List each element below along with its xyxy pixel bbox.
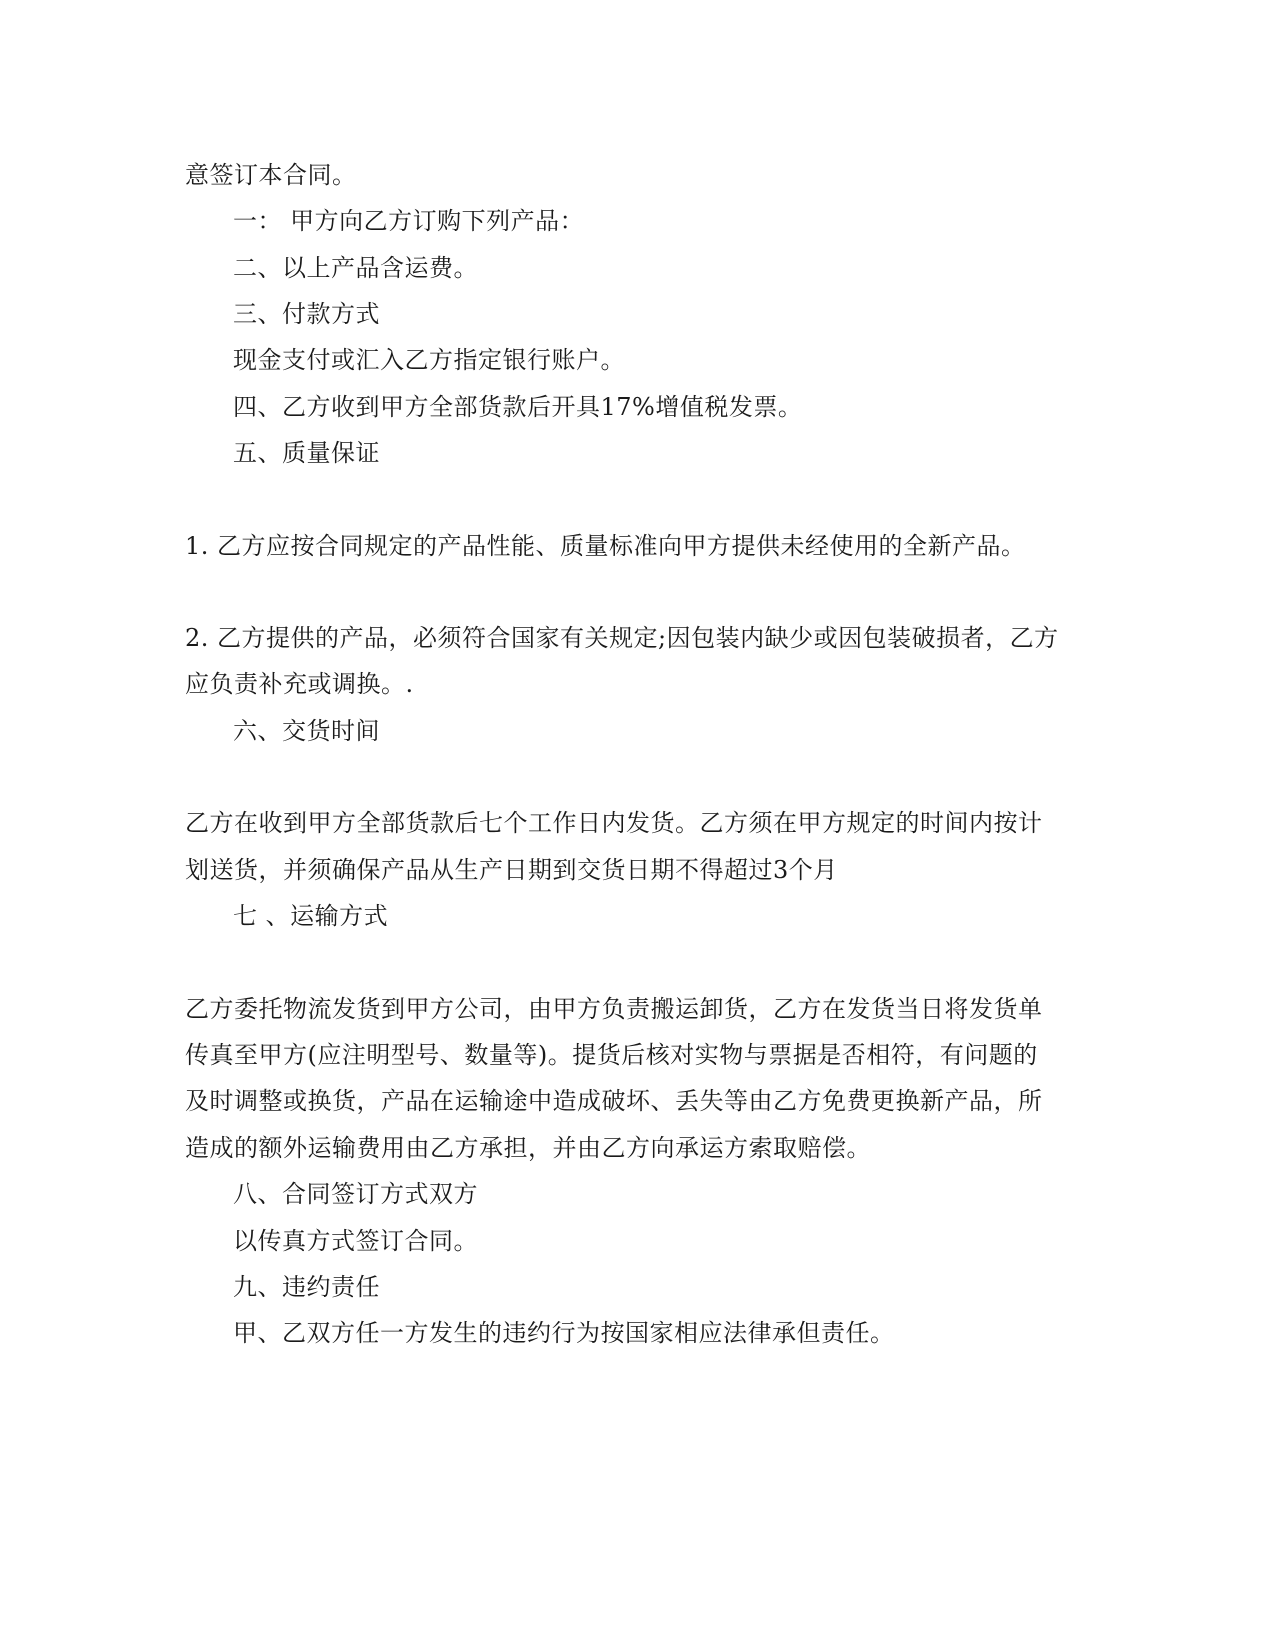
- text-line: 1. 乙方应按合同规定的产品性能、质量标准向甲方提供未经使用的全新产品。: [185, 532, 1026, 560]
- text-line: 应负责补充或调换。.: [185, 670, 414, 698]
- section-heading: 六、交货时间: [233, 717, 380, 745]
- text-line: 意签订本合同。: [185, 161, 357, 189]
- text-line: 甲、乙双方任一方发生的违约行为按国家相应法律承但责任。: [233, 1319, 895, 1347]
- section-heading: 四、乙方收到甲方全部货款后开具17%增值税发票。: [233, 393, 803, 421]
- section-heading: 五、质量保证: [233, 439, 380, 467]
- section-heading: 二、以上产品含运费。: [233, 254, 478, 282]
- section-heading: 八、合同签订方式双方: [233, 1180, 478, 1208]
- text-line: 造成的额外运输费用由乙方承担，并由乙方向承运方索取赔偿。: [185, 1134, 871, 1162]
- text-line: 2. 乙方提供的产品，必须符合国家有关规定;因包装内缺少或因包装破损者，乙方: [185, 624, 1059, 652]
- section-heading: 一： 甲方向乙方订购下列产品：: [233, 207, 585, 235]
- text-line: 及时调整或换货，产品在运输途中造成破坏、丢失等由乙方免费更换新产品，所: [185, 1087, 1043, 1115]
- section-heading: 七 、运输方式: [233, 902, 389, 930]
- text-line: 传真至甲方(应注明型号、数量等)。提货后核对实物与票据是否相符，有问题的: [185, 1041, 1038, 1069]
- section-heading: 九、违约责任: [233, 1273, 380, 1301]
- text-line: 乙方委托物流发货到甲方公司，由甲方负责搬运卸货，乙方在发货当日将发货单: [185, 995, 1043, 1023]
- text-line: 现金支付或汇入乙方指定银行账户。: [233, 346, 625, 374]
- text-line: 乙方在收到甲方全部货款后七个工作日内发货。乙方须在甲方规定的时间内按计: [185, 809, 1043, 837]
- text-line: 划送货，并须确保产品从生产日期到交货日期不得超过3个月: [185, 856, 838, 884]
- section-heading: 三、付款方式: [233, 300, 380, 328]
- text-line: 以传真方式签订合同。: [233, 1227, 478, 1255]
